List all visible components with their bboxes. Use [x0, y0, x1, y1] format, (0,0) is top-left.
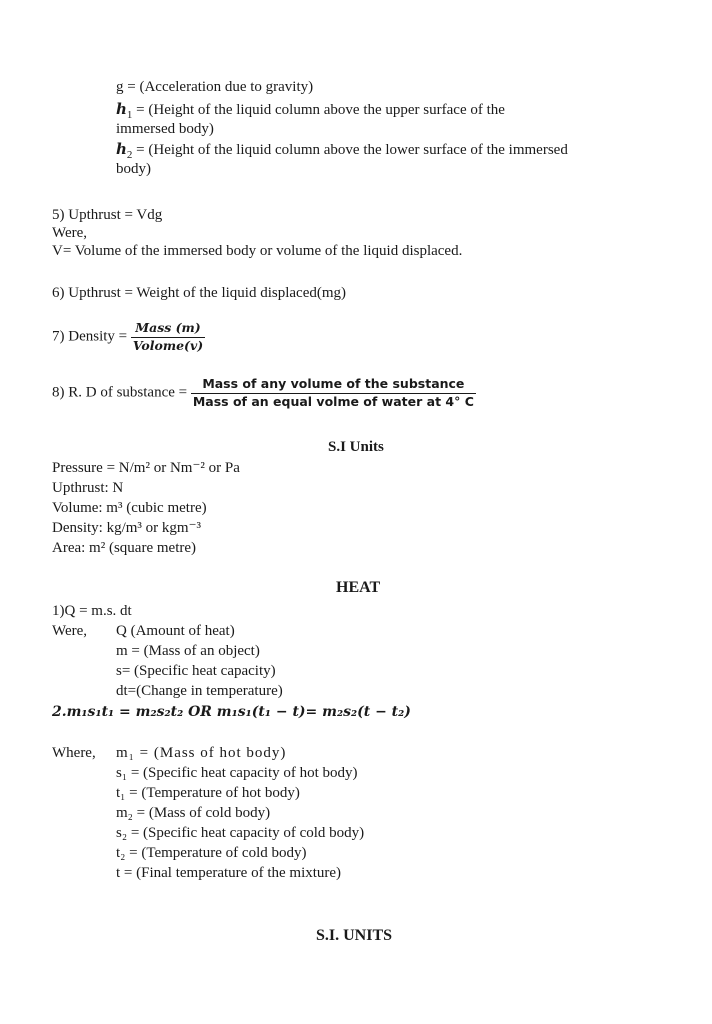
- si-area: Area: m² (square metre): [52, 540, 197, 556]
- heat-heading: HEAT: [336, 579, 381, 596]
- heat-t1-def: t₁ = (Temperature of hot body): [116, 785, 300, 801]
- density-denominator: Volome(v): [132, 337, 204, 353]
- heat-m1-def: m₁ = (Mass of hot body): [116, 745, 287, 761]
- def-h2: [116, 140, 568, 161]
- rd-denominator: Mass of an equal volme of water at 4° C: [192, 393, 474, 409]
- rd-fraction: [191, 378, 476, 408]
- heat-s1-def: s₁ = (Specific heat capacity of hot body): [116, 765, 358, 781]
- heat-s2-def: s₂ = (Specific heat capacity of cold body): [116, 825, 365, 841]
- def-h1: [116, 100, 505, 121]
- formula-7: [52, 322, 205, 352]
- heat-eq1: 1)Q = m.s. dt: [52, 603, 132, 619]
- def-h1-text: = (Height of the liquid column above the upper surface of the: [132, 102, 505, 118]
- formula-5: 5) Upthrust = Vdg: [52, 207, 163, 223]
- heat-t2-def: t₂ = (Temperature of cold body): [116, 845, 307, 861]
- def-h2-cont: body): [116, 161, 151, 177]
- si-pressure: Pressure = N/m² or Nm⁻² or Pa: [52, 460, 240, 476]
- h1-symbol: h: [116, 100, 127, 118]
- si-density: Density: kg/m³ or kgm⁻³: [52, 520, 201, 536]
- h2-subscript: 2: [126, 149, 133, 161]
- def-h2-text: = (Height of the liquid column above the lower surface of the immersed: [132, 142, 568, 158]
- formula-6: 6) Upthrust = Weight of the liquid displaced(mg): [52, 285, 347, 301]
- rd-numerator: Mass of any volume of the substance: [191, 378, 476, 394]
- heat-eq2-text: 2.m₁s₁t₁ = m₂s₂t₂ OR m₁s₁(t₁ − t)= m₂s₂(t − t₂): [52, 704, 411, 720]
- h2-symbol: h: [116, 140, 127, 158]
- heat-t-def: t = (Final temperature of the mixture): [116, 865, 342, 881]
- heat-were: Were,: [52, 623, 88, 639]
- si-units-heading: S.I Units: [328, 439, 384, 455]
- formula-5-def: V= Volume of the immersed body or volume of the liquid displaced.: [52, 243, 463, 259]
- formula-5-were: Were,: [52, 225, 88, 241]
- si-units-footer-heading: S.I. UNITS: [316, 927, 393, 944]
- heat-m2-def: m₂ = (Mass of cold body): [116, 805, 271, 821]
- def-g: g = (Acceleration due to gravity): [116, 79, 314, 95]
- def-h1-cont: immersed body): [116, 121, 214, 137]
- heat-s-def: s= (Specific heat capacity): [116, 663, 276, 679]
- heat-where: Where,: [52, 745, 96, 761]
- si-volume: Volume: m³ (cubic metre): [52, 500, 207, 516]
- heat-q-def: Q (Amount of heat): [116, 623, 235, 639]
- si-upthrust: Upthrust: N: [52, 480, 124, 496]
- heat-dt-def: dt=(Change in temperature): [116, 683, 283, 699]
- formula-7-label: 7) Density =: [52, 328, 128, 345]
- h1-subscript: 1: [126, 109, 133, 121]
- density-numerator: Mass (m): [131, 322, 205, 338]
- formula-8: [52, 378, 476, 408]
- density-fraction: [131, 322, 205, 352]
- heat-m-def: m = (Mass of an object): [116, 643, 260, 659]
- formula-8-label: 8) R. D of substance =: [52, 384, 188, 401]
- heat-eq2: [52, 704, 411, 720]
